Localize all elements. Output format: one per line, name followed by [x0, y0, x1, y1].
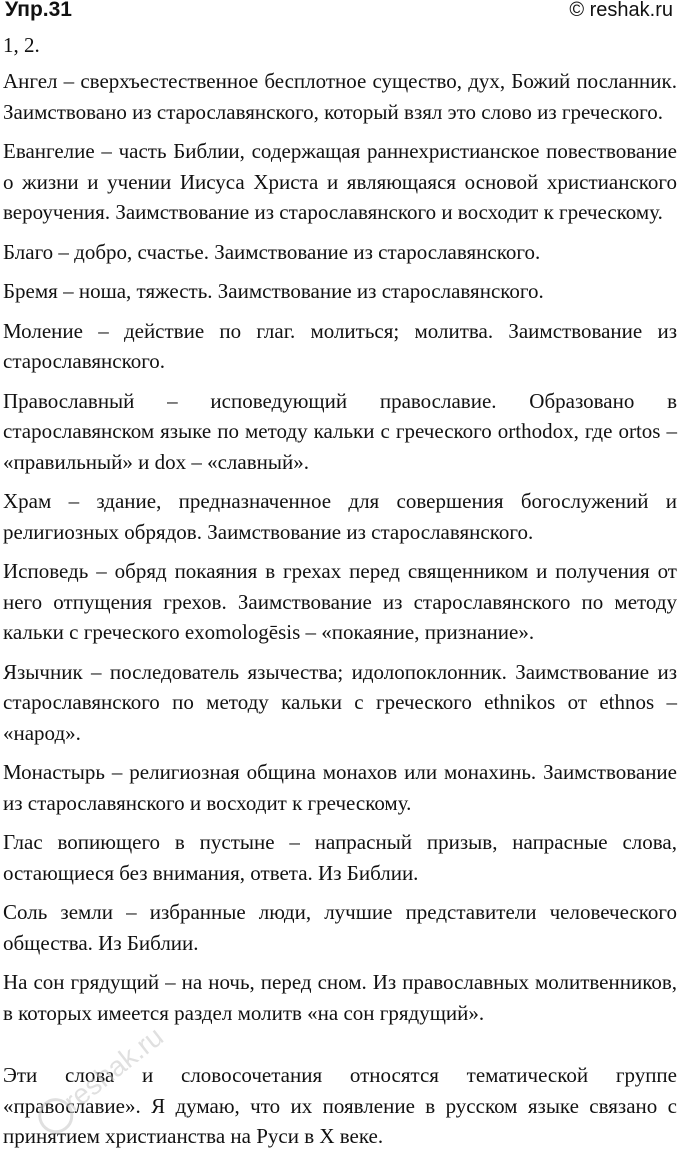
entries-list	[3, 66, 677, 1028]
watermark-text: reshak.ru	[57, 1020, 169, 1117]
entry-paragraph: Благо – добро, счастье. Заимствование из старославянского.	[3, 239, 541, 264]
exercise-title: Упр.31	[5, 0, 72, 21]
entry-paragraph: Монастырь – религиозная община монахов или монахинь. Заимствование из старославянского и восходит к греческому.	[3, 760, 677, 815]
entry-paragraph: На сон грядущий – на ночь, перед сном. Из православных молитвенников, в которых имеется раздел молитв «на сон грядущий».	[3, 970, 677, 1025]
header	[3, 0, 677, 32]
entry-paragraph: Храм – здание, предназначенное для совершения богослужений и религиозных обрядов. Заимствование из старославянского.	[3, 489, 677, 544]
entry-paragraph: Исповедь – обряд покаяния в грехах перед священником и получения от него отпущения грехов. Заимствование из старославянского по методу кальки с греческого exomologēsis – «покаяние, признание».	[3, 559, 677, 644]
entry-paragraph: Евангелие – часть Библии, содержащая раннехристианское повествование о жизни и учении Иисуса Христа и являющаяся основой христианского вероучения. Заимствование из старославянского и восходит к греческому.	[3, 139, 677, 224]
conclusion-paragraph: Эти слова и словосочетания относятся тематической группе «православие». Я думаю, что их появление в русском языке связано с принятием христианства на Руси в X веке.	[3, 1063, 677, 1148]
entry-paragraph: Глас вопиющего в пустыне – напрасный призыв, напрасные слова, остающиеся без внимания, ответа. Из Библии.	[3, 830, 677, 885]
entry-paragraph: Моление – действие по глаг. молиться; молитва. Заимствование из старославянского.	[3, 318, 677, 373]
entry-paragraph: Ангел – сверхъестественное бесплотное существо, дух, Божий посланник. Заимствовано из старославянского, который взял это слово из греческого.	[3, 69, 677, 124]
copyright-label: © reshak.ru	[569, 0, 673, 21]
entry-paragraph: Православный – исповедующий православие. Образовано в старославянском языке по методу кальки с греческого orthodox, где ortos – «правильный» и dox – «славный».	[3, 388, 677, 474]
entry-paragraph: Язычник – последователь язычества; идолопоклонник. Заимствование из старославянского по методу кальки с греческого ethnikos от ethnos – «народ».	[3, 659, 677, 745]
entry-paragraph: Бремя – ноша, тяжесть. Заимствование из старославянского.	[3, 279, 544, 303]
entry-paragraph: Соль земли – избранные люди, лучшие представители человеческого общества. Из Библии.	[3, 900, 677, 955]
task-label: 1, 2.	[3, 33, 40, 57]
